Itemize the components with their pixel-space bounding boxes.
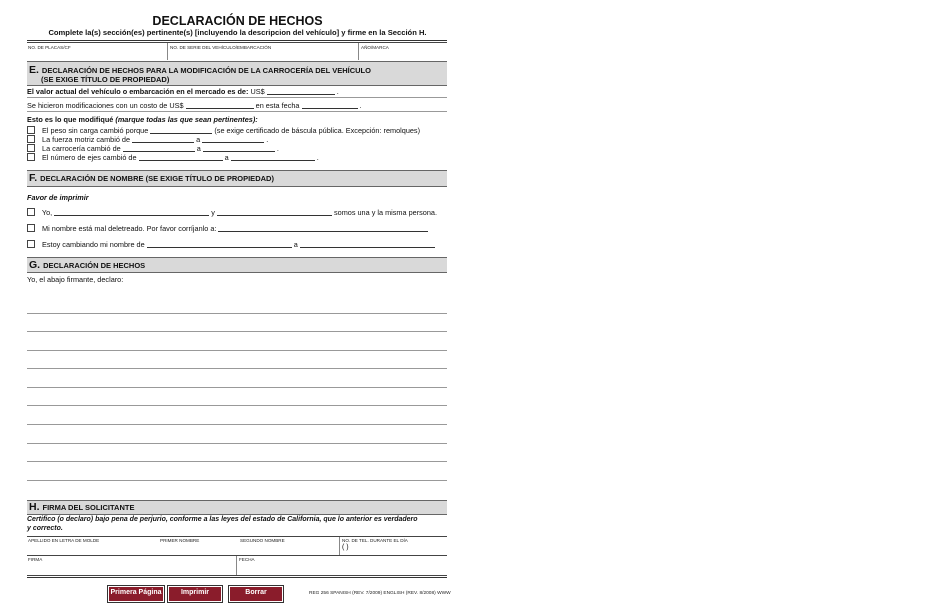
section-e-letter: E.	[29, 64, 39, 76]
new-name-input[interactable]	[300, 240, 435, 248]
misspelled-row	[27, 224, 428, 233]
vehicle-header	[27, 43, 447, 60]
option-axles-label: El número de ejes cambió de	[42, 153, 137, 162]
section-g-letter: G.	[29, 259, 41, 271]
axles-checkbox[interactable]	[27, 153, 35, 161]
section-h-letter: H.	[29, 501, 40, 513]
market-value-currency: US$	[250, 87, 265, 96]
divider	[339, 537, 340, 555]
make-label: AÑO/MARCA	[361, 45, 389, 50]
section-f-header	[27, 170, 447, 187]
option-power-label: La fuerza motriz cambió de	[42, 135, 131, 144]
option-body: La carrocería cambió de a .	[27, 144, 279, 153]
option-weight-suffix: (se exige certificado de báscula pública. Excepción: remolques)	[214, 126, 421, 135]
option-power: La fuerza motriz cambió de a .	[27, 135, 268, 144]
changing-name-row	[27, 240, 435, 249]
form-id: REG 256 SPANISH (REV. 7/2009) ENGLISH (REV. 8/2008) WWW	[309, 591, 451, 596]
body-checkbox[interactable]	[27, 144, 35, 152]
modifications-prefix: Se hicieron modificaciones con un costo de US$	[27, 101, 184, 110]
modifications-row: Se hicieron modificaciones con un costo de US$ en esta fecha .	[27, 101, 362, 110]
name-row	[27, 537, 447, 555]
writing-line	[27, 387, 447, 388]
section-e-title-line2: (SE EXIGE TÍTULO DE PROPIEDAD)	[41, 75, 170, 84]
weight-reason-input[interactable]	[150, 126, 212, 134]
modification-cost-input[interactable]	[186, 101, 254, 109]
market-value-input[interactable]	[267, 87, 335, 95]
writing-line	[27, 405, 447, 406]
section-g-intro: Yo, el abajo firmante, declaro:	[27, 275, 124, 284]
first-name-input[interactable]	[160, 544, 236, 554]
name-two-input[interactable]	[217, 208, 332, 216]
writing-line	[27, 443, 447, 444]
name-one-input[interactable]	[54, 208, 209, 216]
modified-intro	[27, 115, 258, 124]
market-value-row: El valor actual del vehículo o embarcación en el mercado es de: US$ .	[27, 87, 339, 96]
section-g-title: DECLARACIÓN DE HECHOS	[43, 261, 146, 270]
writing-line	[27, 368, 447, 369]
signature-label: FIRMA	[28, 557, 43, 562]
writing-line	[27, 480, 447, 481]
same-person-prefix: Yo,	[41, 208, 53, 217]
plate-input[interactable]	[28, 50, 165, 59]
changing-name-mid: a	[293, 240, 298, 249]
section-h-title: FIRMA DEL SOLICITANTE	[42, 503, 135, 512]
middle-name-label: SEGUNDO NOMBRE	[240, 538, 285, 543]
form-title: DECLARACIÓN DE HECHOS	[152, 14, 323, 28]
divider	[27, 111, 447, 112]
signature-row	[27, 556, 447, 575]
section-h-header	[27, 500, 447, 515]
weight-checkbox[interactable]	[27, 126, 35, 134]
same-person-checkbox[interactable]	[27, 208, 35, 216]
phone-input[interactable]	[367, 544, 445, 554]
print-note: Favor de imprimir	[27, 193, 89, 202]
option-body-mid: a	[196, 144, 201, 153]
option-axles: El número de ejes cambió de a .	[27, 153, 319, 162]
divider	[167, 43, 168, 60]
misspelled-label: Mi nombre está mal deletreado. Por favor corríjanlo a:	[42, 224, 217, 233]
section-g-header	[27, 257, 447, 273]
divider	[27, 577, 447, 578]
same-person-suffix: somos una y la misma persona.	[333, 208, 437, 217]
corrected-name-input[interactable]	[218, 224, 428, 232]
option-power-mid: a	[196, 135, 201, 144]
phone-area: ( )	[342, 544, 349, 551]
body-from-input[interactable]	[123, 144, 195, 152]
signature-field[interactable]	[28, 563, 233, 574]
same-person-mid: y	[211, 208, 215, 217]
power-to-input[interactable]	[202, 135, 264, 143]
power-from-input[interactable]	[132, 135, 194, 143]
middle-name-input[interactable]	[240, 544, 336, 554]
section-e-header	[27, 61, 447, 86]
clear-button[interactable]: Borrar	[228, 585, 284, 603]
option-weight	[27, 126, 420, 135]
serial-input[interactable]	[170, 50, 356, 59]
section-e-title: DECLARACIÓN DE HECHOS PARA LA MODIFICACIÓN DE LA CARROCERÍA DEL VEHÍCULO	[41, 66, 371, 75]
first-name-label: PRIMER NOMBRE	[160, 538, 200, 543]
axles-to-input[interactable]	[231, 153, 315, 161]
same-person-row	[27, 208, 437, 217]
modified-intro-note: (marque todas las que sean pertinentes):	[115, 115, 258, 124]
print-button[interactable]: Imprimir	[167, 585, 223, 603]
date-input[interactable]	[239, 563, 444, 574]
axles-from-input[interactable]	[139, 153, 223, 161]
option-axles-mid: a	[224, 153, 229, 162]
changing-name-checkbox[interactable]	[27, 240, 35, 248]
writing-line	[27, 331, 447, 332]
body-to-input[interactable]	[203, 144, 275, 152]
writing-line	[27, 461, 447, 462]
last-name-label: APELLIDO EN LETRA DE MOLDE	[28, 538, 100, 543]
divider	[27, 97, 447, 98]
section-f-letter: F.	[29, 172, 38, 184]
first-page-button[interactable]: Primera Página	[107, 585, 165, 603]
power-checkbox[interactable]	[27, 135, 35, 143]
form-subtitle: Complete la(s) sección(es) pertinente(s) [incluyendo la descripcion del vehículo] y firme en la Sección H.	[48, 28, 427, 37]
divider	[236, 556, 237, 575]
writing-line	[27, 313, 447, 314]
divider	[27, 40, 447, 41]
plate-label: NO. DE PLACAS/CF	[28, 45, 71, 50]
make-input[interactable]	[361, 50, 445, 59]
modifications-date-label: en esta fecha	[255, 101, 300, 110]
serial-label: NO. DE SERIE DEL VEHÍCULO/EMBARCACIÓN	[170, 45, 272, 50]
phone-label: NO. DE TEL. DURANTE EL DÍA	[342, 538, 408, 543]
modified-intro-label: Esto es lo que modifiqué	[27, 115, 114, 124]
market-value-label: El valor actual del vehículo o embarcación en el mercado es de:	[27, 87, 249, 96]
date-label: FECHA	[239, 557, 255, 562]
option-body-label: La carrocería cambió de	[42, 144, 121, 153]
writing-line	[27, 350, 447, 351]
modification-date-input[interactable]	[302, 101, 358, 109]
divider	[27, 575, 447, 576]
writing-line	[27, 424, 447, 425]
last-name-input[interactable]	[28, 544, 156, 554]
misspelled-checkbox[interactable]	[27, 224, 35, 232]
changing-name-prefix: Estoy cambiando mi nombre de	[42, 240, 145, 249]
section-f-title: DECLARACIÓN DE NOMBRE (SE EXIGE TÍTULO DE PROPIEDAD)	[40, 174, 274, 183]
certification-text-line2: y correcto.	[27, 525, 63, 532]
option-weight-label: El peso sin carga cambió porque	[42, 126, 149, 135]
old-name-input[interactable]	[147, 240, 292, 248]
divider	[358, 43, 359, 60]
certification-text: Certifico (o declaro) bajo pena de perjurio, conforme a las leyes del estado de California, que lo anterior es verdadero	[27, 516, 418, 523]
